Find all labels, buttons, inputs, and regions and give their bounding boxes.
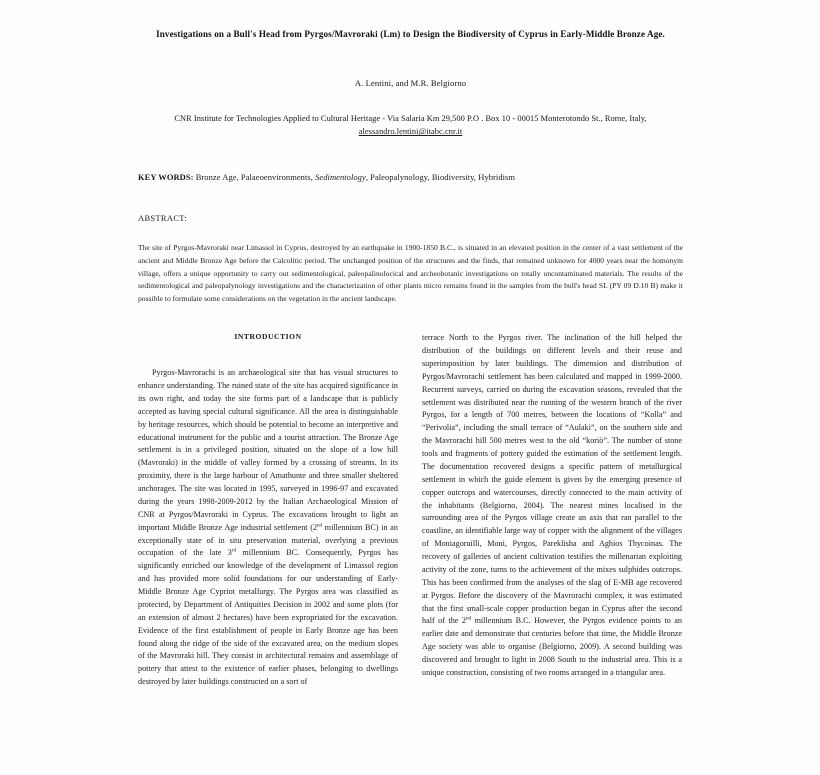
superscript-nd-right: nd [466, 615, 472, 622]
keywords-part-2: , Paleopalynology, Biodiversity, Hybridism [365, 172, 516, 183]
keywords-italic-term: Sedimentology [315, 172, 366, 183]
affiliation-block [138, 112, 683, 139]
section-heading-introduction: INTRODUCTION [234, 332, 302, 342]
paragraph-right-1 [422, 332, 682, 680]
paragraph-right-1-part-b: millennium B.C. However, the Pyrgos evidence points to an earlier date and demonstrate that centuries before that time, the Middle Bronze Age society was able to organise (Belgiorno, 2009). A second building was discovered and brought to light in 2008 South to the industrial area. This is a unique construction, consisting of two rooms arranged in a triangular area. [422, 616, 682, 677]
keywords-line [138, 171, 683, 184]
author-email-link[interactable]: alessandro.lentini@itabc.cnr.it [358, 127, 463, 137]
keywords-label: KEY WORDS: [138, 172, 194, 183]
affiliation-line-2-prefix: Rome, Italy, [604, 113, 647, 123]
affiliation-line-1: CNR Institute for Technologies Applied to Cultural Heritage - Via Salaria Km 29,500 P.O . Box 10 - 00015 Monterotondo St., [174, 113, 603, 123]
column-right [422, 332, 682, 689]
superscript-nd-left: nd [317, 522, 323, 529]
author-list: A. Lentini, and M.R. Belgiorno [354, 77, 467, 88]
keywords-part-1: Bronze Age, Palaeoenvironments, [193, 172, 316, 183]
paragraph-left-1-part-b: millennium BC) in an exceptionally state of in situ preservation material, overlying a previous occupation of the late 3 [138, 522, 398, 558]
body-columns [138, 332, 683, 689]
abstract-text: The site of Pyrgos-Mavroraki near Limassol in Cyprus, destroyed by an earthquake in 1900-1850 B.C., is situated in an elevated position in the center of a vast settlement of the ancient and Middle Bronze Age before the Calcolitic period. The unchanged position of the structures and the finds, that remained unknown for 4000 years near the homonym village, offers a unique opportunity to carry out sedimentological, paleopalinolocical and archeobotanic investigations on totally uncontaminated materials. The results of the sedimentological and paleopalynology investigations and the characterization of other plants micro remains found in the samples from the bull's head SL (PY 09 D.10 B) make it possible to formulate some considerations on the vegetation in the ancient landscape. [138, 242, 683, 304]
paragraph-left-1-part-c: millennium BC. Consequently, Pyrgos has significantly enriched our knowledge of the development of Limassol region and has provided more solid foundations for our understanding of Early-Middle Bronze Age Cypriot metallurgy. The Pyrgos area was classified as protected, by Department of Antiquities Decision in 2002 and some plots (for an extension of almost 2 hectares) have been expropriated for the excavation. Evidence of the first establishment of people in Early Bronze age has been found along the ridge of the side of the excavated area, on the medium slopes of the Mavroraki hill. They consist in architectural remains and assemblage of pottery that attest to the existence of earlier phases, belonging to dwellings destroyed by later buildings constructed on a sort of [138, 548, 398, 687]
superscript-rd-left: rd [231, 547, 237, 554]
abstract-label: ABSTRACT: [138, 212, 188, 223]
page-title: Investigations on a Bull's Head from Pyrgos/Mavroraki (Lm) to Design the Biodiversity of Cyprus in Early-Middle Bronze Age. [156, 29, 665, 39]
document-content [138, 28, 683, 689]
column-left [138, 332, 398, 689]
paragraph-right-1-part-a: terrace North to the Pyrgos river. The inclination of the hill helped the distribution of the buildings on different levels and their reuse and superimposition by later buildings. The dimension and distribution of Pyrgos/Mavrorachi settlement has been calculated and mapped in 1999-2000. Recurrent surveys, carried on during the excavation seasons, revealed that the settlement was distributed near the running of the western branch of the river Pyrgos, for a length of 700 metres, between the locations of “Kolla” and “Perivolia”, including the small terrace of “Aulaki”, on the southern side and the Mavrorachi hill 500 metres west to the old “koriò”. The number of stone tools and fragments of pottery guided the estimation of the settlement length. The documentation recovered designs a specific pattern of metallurgical settlement in which the guide element is given by the emerging presence of copper outcrops and watercourses, directly connected to the main activity of the inhabitants (Belgiorno, 2004). The nearest mines localised in the surrounding area of the Pyrgos village create an axis that ran parallel to the coastline, an identifiable large way of copper with the alignment of the villages of Moniagoruilli, Moni, Pyrgos, Pareklisha and Aghios Thycoinas. The recovery of galleries of ancient cultivation testifies the millenarian exploiting activity of the zone, turns to the achievement of the mixes sulphides outcrops. This has been confirmed from the analyses of the slag of E-MB age recovered at Pyrgos. Before the discovery of the Mavrorachi complex, it was estimated that the first small-scale copper production began in Cyprus after the second half of the 2 [422, 333, 682, 626]
paragraph-left-1-part-a: Pyrgos-Mavrorachi is an archaeological site that has visual structures to enhance understanding. The ruined state of the site has acquired significance in its own right, and today the site forms part of a landscape that is publicly accepted as having special cultural significance. All the area is distinguishable by heritage resources, which should be potential to become an interpretive and educational instrument for the public and a tourist attraction. The Bronze Age settlement is in a privileged position, situated on the slope of a low hill (Mavroraki) in the middle of valley formed by a crossing of streams. In its proximity, there is the large harbour of Amathunte and three smaller sheltered anchorages. The site was located in 1995, surveyed in 1996-97 and excavated during the years 1998-2009-2012 by the Italian Archaeological Mission of CNR at Pyrgos/Mavroraki in Cyprus. The excavations brought to light an important Middle Bronze Age industrial settlement (2 [138, 368, 398, 532]
paragraph-left-1 [138, 367, 398, 689]
